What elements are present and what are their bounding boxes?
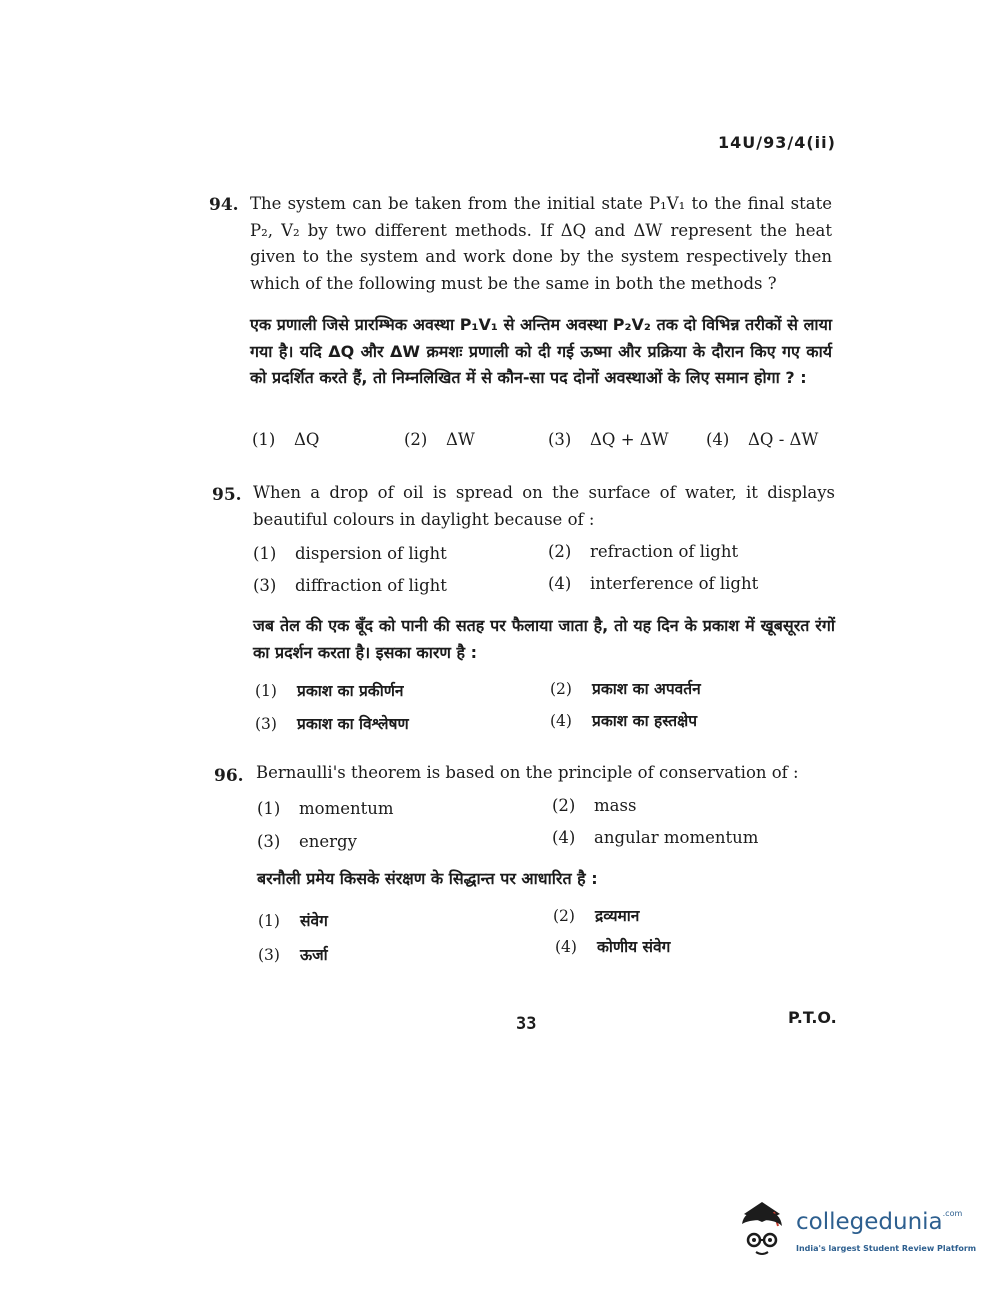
q96-option-2: (2) mass bbox=[552, 796, 637, 815]
page-number: 33 bbox=[516, 1014, 537, 1034]
q96-hindi-option-1: (1) संवेग bbox=[258, 912, 328, 930]
q95-option-2: (2) refraction of light bbox=[548, 542, 739, 561]
q94-option-2: (2) ΔW bbox=[404, 430, 475, 449]
q96-option-1: (1) momentum bbox=[257, 799, 394, 818]
question-96-hindi: बरनौली प्रमेय किसके संरक्षण के सिद्धान्त पर आधारित है : bbox=[257, 869, 598, 888]
question-95-hindi: जब तेल की एक बूँद को पानी की सतह पर फैलाया जाता है, तो यह दिन के प्रकाश में खूबसूरत रंगों का प्रदर्शन करता है। इसका कारण है : bbox=[253, 616, 835, 662]
question-number-96: 96. bbox=[214, 766, 244, 786]
q95-option-4: (4) interference of light bbox=[548, 574, 759, 593]
logo-tagline: India's largest Student Review Platform bbox=[796, 1244, 977, 1253]
question-94-hindi: एक प्रणाली जिसे प्रारम्भिक अवस्था P₁V₁ से अन्तिम अवस्था P₂V₂ तक दो विभिन्न तरीकों से लाया गया है। यदि ΔQ और ΔW क्रमशः प्रणाली को दी गई ऊष्मा और प्रक्रिया के दौरान किए गए कार्य को प्रदर्शित करते हैं, तो निम्नलिखित में से कौन-सा पद दोनों अवस्थाओं के लिए समान होगा ? : bbox=[250, 315, 832, 387]
q94-option-3: (3) ΔQ + ΔW bbox=[548, 430, 669, 449]
question-number-95: 95. bbox=[212, 485, 242, 505]
q95-option-3: (3) diffraction of light bbox=[253, 576, 447, 595]
q96-option-4: (4) angular momentum bbox=[552, 828, 759, 847]
question-number-94: 94. bbox=[209, 195, 239, 215]
logo-wordmark: collegedunia$^{.com}$ bbox=[796, 1209, 963, 1235]
mascot-icon bbox=[742, 1202, 782, 1254]
question-94-english: The system can be taken from the initial state P₁V₁ to the final state P₂, V₂ by two different methods. If ΔQ and ΔW represent the heat given to the system and work done by the system respectively then which of the following must be the same in both the methods ? bbox=[250, 194, 832, 293]
q95-hindi-option-4: (4) प्रकाश का हस्तक्षेप bbox=[550, 712, 698, 730]
q96-hindi-option-3: (3) ऊर्जा bbox=[258, 946, 328, 964]
question-95-english: When a drop of oil is spread on the surface of water, it displays beautiful colours in daylight because of : bbox=[253, 483, 835, 529]
q95-hindi-option-1: (1) प्रकाश का प्रकीर्णन bbox=[255, 682, 404, 700]
q94-option-1: (1) ΔQ bbox=[252, 430, 320, 449]
q95-option-1: (1) dispersion of light bbox=[253, 544, 447, 563]
pto-label: P.T.O. bbox=[788, 1008, 837, 1027]
q94-option-4: (4) ΔQ - ΔW bbox=[706, 430, 819, 449]
q95-hindi-option-3: (3) प्रकाश का विश्लेषण bbox=[255, 715, 409, 733]
q96-option-3: (3) energy bbox=[257, 832, 357, 851]
q96-hindi-option-4: (4) कोणीय संवेग bbox=[555, 938, 671, 956]
paper-code: 14U/93/4(ii) bbox=[718, 133, 836, 152]
q96-hindi-option-2: (2) द्रव्यमान bbox=[553, 907, 640, 925]
q95-hindi-option-2: (2) प्रकाश का अपवर्तन bbox=[550, 680, 701, 698]
question-96-english: Bernaulli's theorem is based on the principle of conservation of : bbox=[256, 763, 799, 782]
